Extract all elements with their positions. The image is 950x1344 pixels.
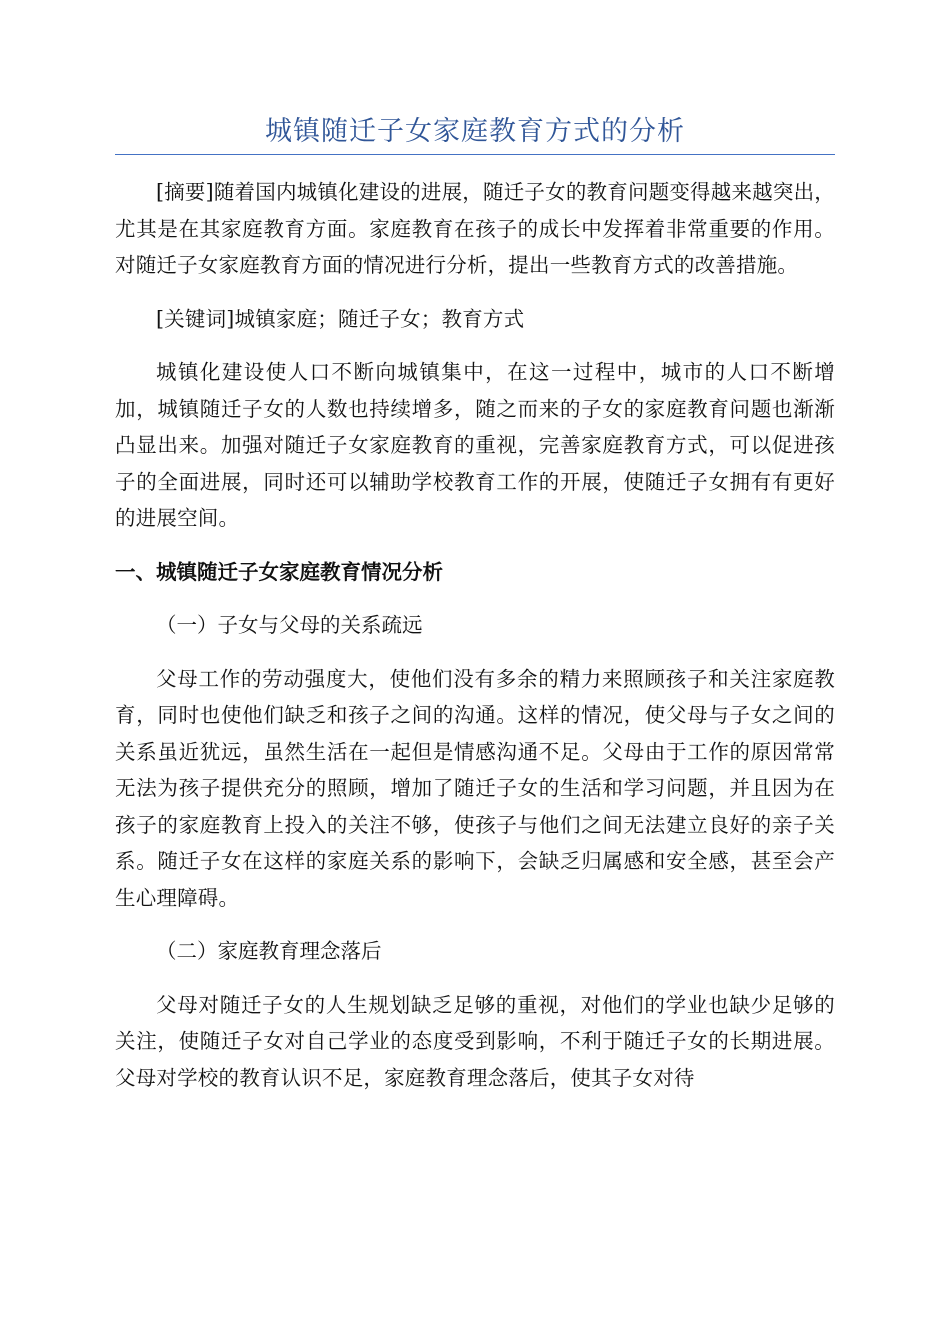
subsection-2-body: 父母对随迁子女的人生规划缺乏足够的重视，对他们的学业也缺少足够的关注，使随迁子女对自己学业的态度受到影响，不利于随迁子女的长期进展。父母对学校的教育认识不足，家庭教育理念落后，使其子女对待 — [115, 992, 835, 1090]
title-underline — [115, 154, 835, 155]
intro-paragraph: 城镇化建设使人口不断向城镇集中，在这一过程中，城市的人口不断增加，城镇随迁子女的人数也持续增多，随之而来的子女的家庭教育问题也渐渐凸显出来。加强对随迁子女家庭教育的重视，完善家庭教育方式，可以促进孩子的全面进展，同时还可以辅助学校教育工作的开展，使随迁子女拥有有更好的进展空间。 — [115, 360, 835, 530]
document-title: 城镇随迁子女家庭教育方式的分析 — [265, 116, 685, 147]
document-body — [115, 174, 835, 1113]
keywords-paragraph: [关键词]城镇家庭；随迁子女；教育方式 — [156, 306, 525, 331]
subsection-1-body: 父母工作的劳动强度大，使他们没有多余的精力来照顾孩子和关注家庭教育，同时也使他们缺乏和孩子之间的沟通。这样的情况，使父母与子女之间的关系虽近犹远，虽然生活在一起但是情感沟通不足。父母由于工作的原因常常无法为孩子提供充分的照顾，增加了随迁子女的生活和学习问题，并且因为在孩子的家庭教育上投入的关注不够，使孩子与他们之间无法建立良好的亲子关系。随迁子女在这样的家庭关系的影响下，会缺乏归属感和安全感，甚至会产生心理障碍。 — [115, 666, 835, 910]
subsection-1-heading: （一）子女与父母的关系疏远 — [156, 613, 423, 637]
abstract-paragraph: [摘要]随着国内城镇化建设的进展，随迁子女的教育问题变得越来越突出，尤其是在其家庭教育方面。家庭教育在孩子的成长中发挥着非常重要的作用。对随迁子女家庭教育方面的情况进行分析，提出一些教育方式的改善措施。 — [115, 180, 835, 277]
subsection-2-heading: （二）家庭教育理念落后 — [156, 939, 382, 963]
section-1-heading: 一、城镇随迁子女家庭教育情况分析 — [115, 559, 443, 584]
